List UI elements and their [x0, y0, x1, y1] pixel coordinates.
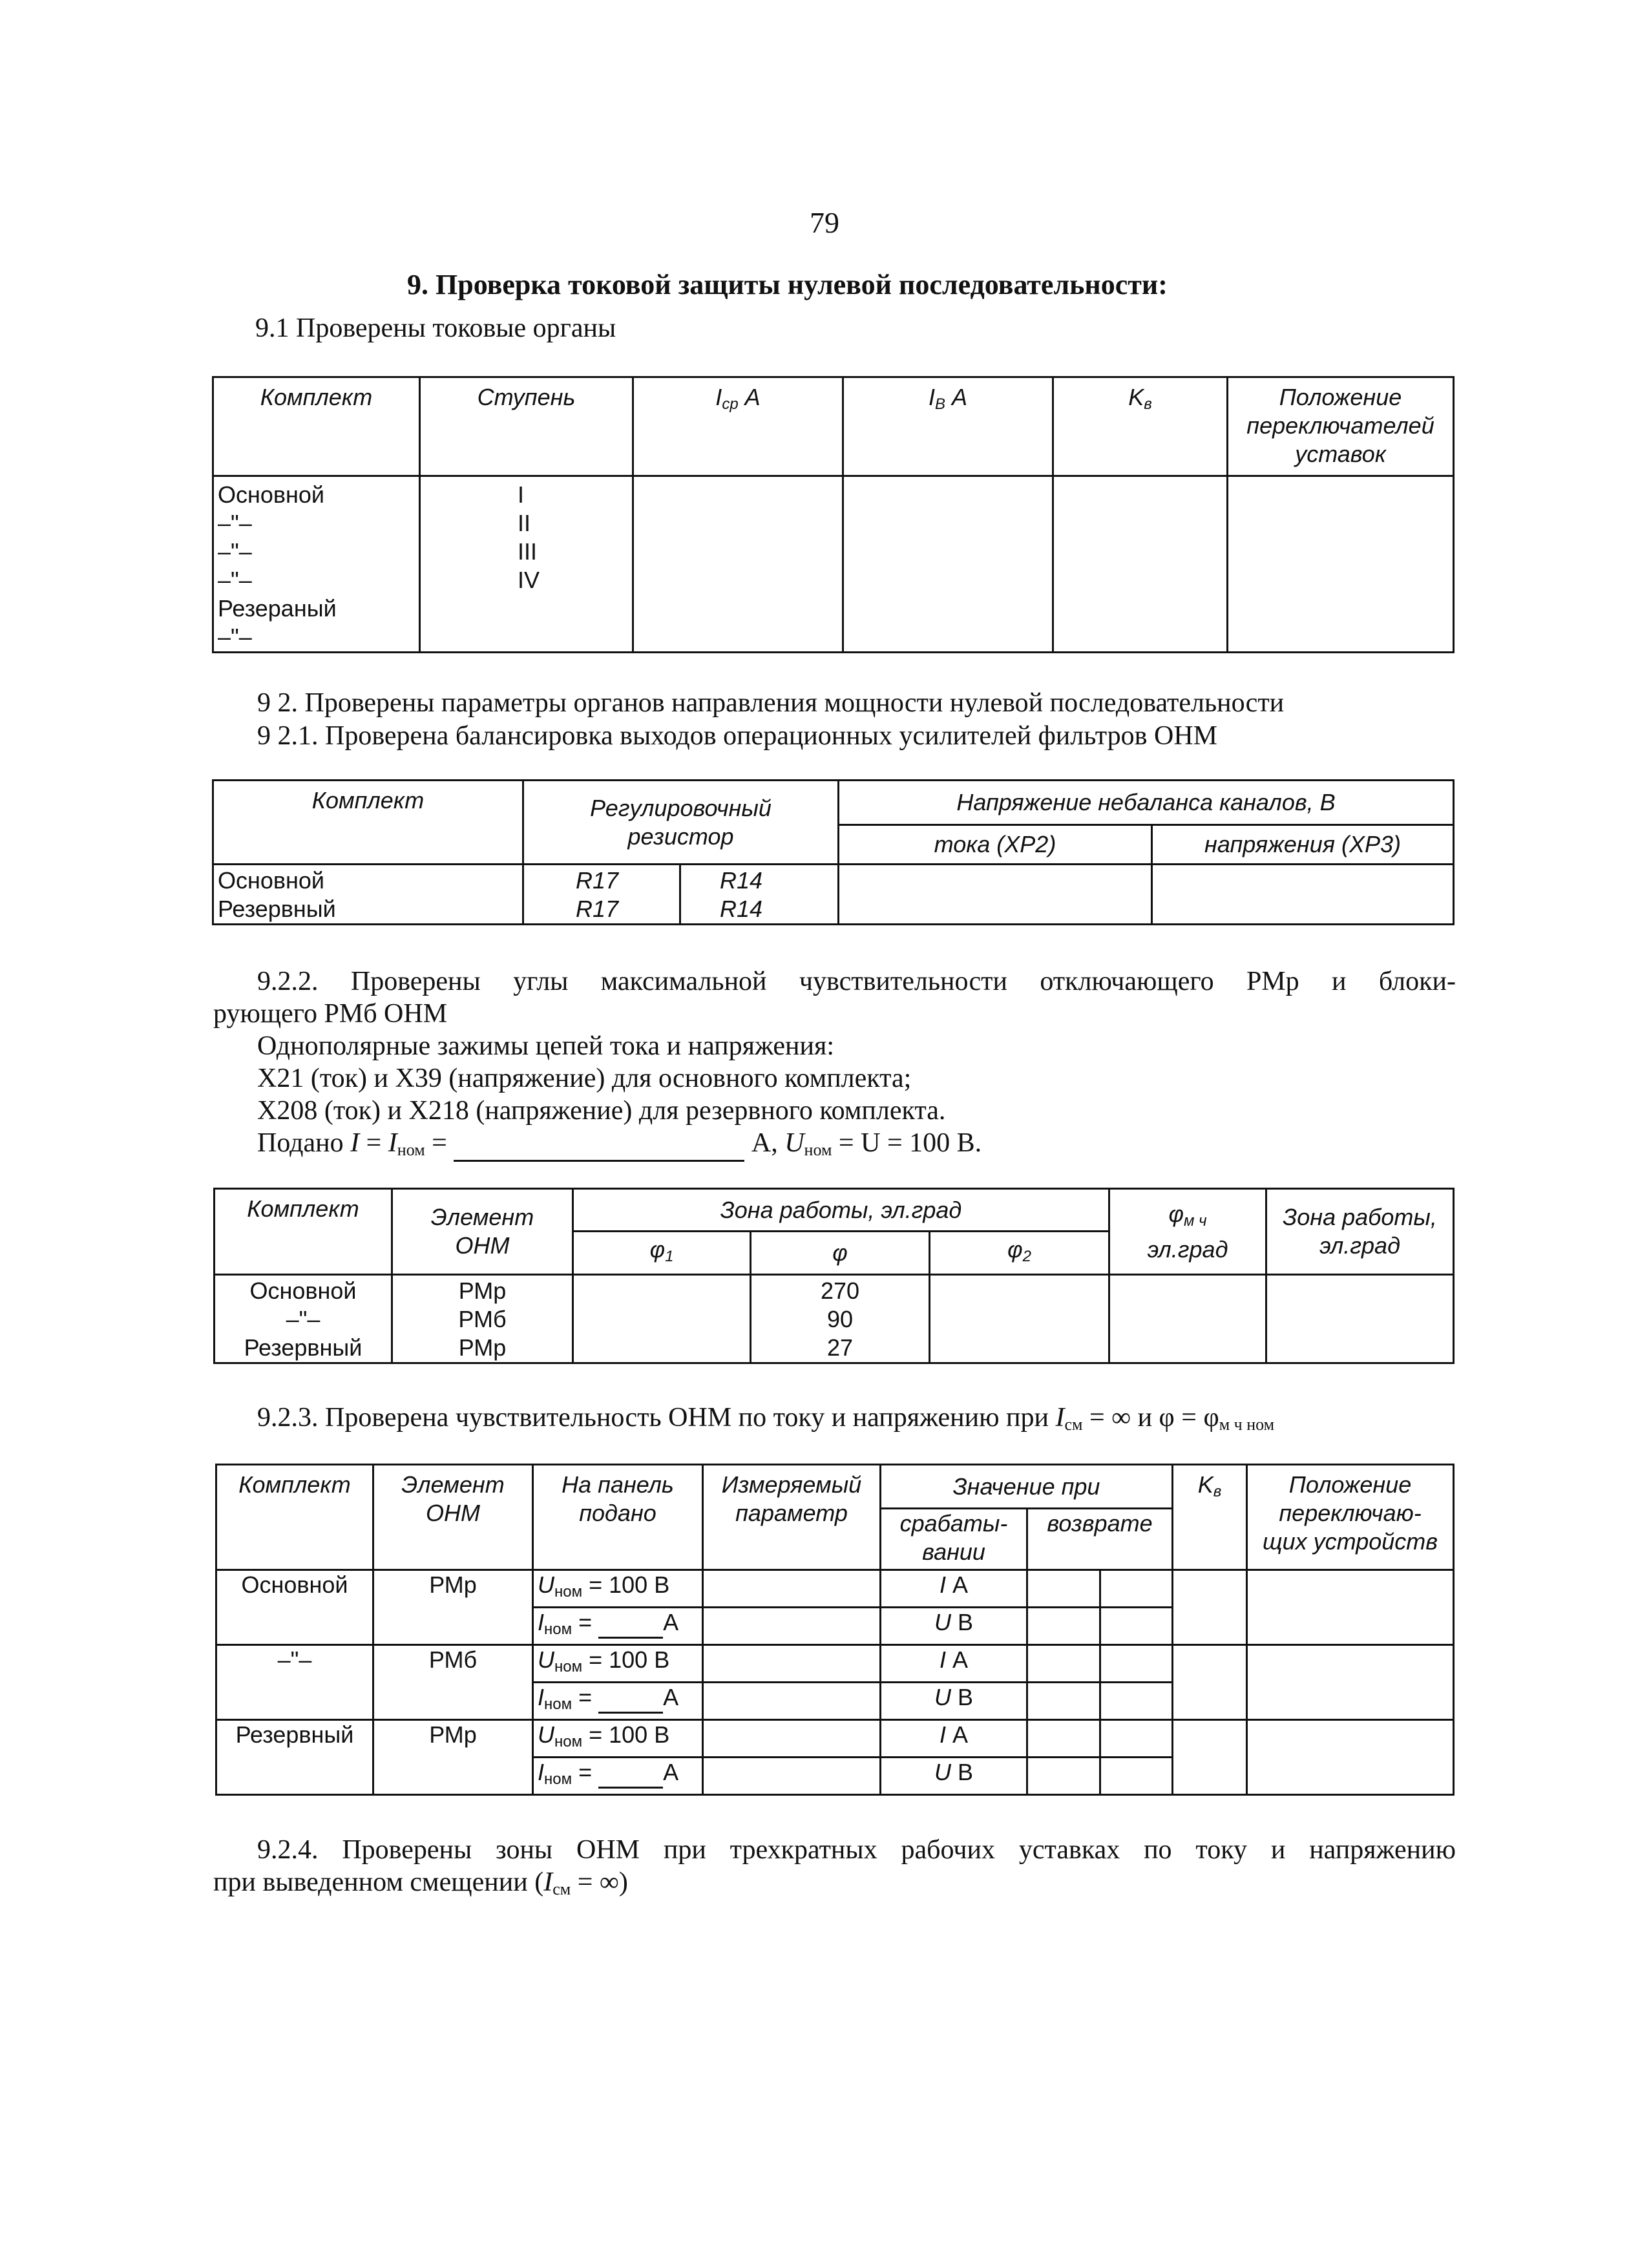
vozvrat-cell-b — [1100, 1683, 1173, 1720]
header-komplekt: Комплект — [215, 1189, 392, 1275]
header-rezistor: Регулировочный резистор — [523, 781, 839, 865]
header-znachenie-pri: Значение при — [881, 1465, 1173, 1509]
table-row — [216, 1570, 1454, 1608]
header-stupen: Ступень — [420, 377, 633, 476]
page-number: 79 — [810, 206, 839, 239]
unom-cell: $U_{ном} = 100$ В — [533, 1645, 703, 1683]
paragraph-9-2-2-line4: Х21 (ток) и Х39 (напряжение) для основного комплекта; — [257, 1064, 912, 1093]
table-row — [213, 476, 1454, 653]
header-phi: φ — [751, 1232, 930, 1275]
header-element-onm: Элемент ОНМ — [392, 1189, 573, 1275]
element-cell: РМб — [373, 1645, 533, 1720]
kv-cell — [1173, 1570, 1247, 1645]
table-current-organs — [212, 376, 1455, 653]
header-kv: $K_в$ — [1053, 377, 1228, 476]
header-zona-raboty-2: Зона работы, эл.град — [1266, 1189, 1454, 1275]
inom-blank — [598, 1758, 663, 1789]
inom-cell: $I_{ном} = А$ — [533, 1683, 703, 1720]
table-header-row — [213, 781, 1454, 825]
parameter-cell — [703, 1608, 881, 1645]
paragraph-9-2-2-line1: 9.2.2. Проверены углы максимальной чувствительности отключающего РМр и блоки- — [257, 967, 1456, 996]
paragraph-9-2-2-line3: Однополярные зажимы цепей тока и напряжения: — [257, 1031, 834, 1061]
paragraph-9-2-1: 9 2.1. Проверена балансировка выходов операционных усилителей фильтров ОНМ — [257, 721, 1217, 751]
ia-cell: I А — [881, 1645, 1027, 1683]
header-phi-mch: $\varphi_{м ч}$ эл.град — [1109, 1189, 1266, 1275]
header-icp: $I_{ср}$ А — [633, 377, 843, 476]
resistor-r14-list: R14 R14 — [680, 865, 839, 925]
inom-blank — [598, 1683, 663, 1714]
zona-cell — [1266, 1275, 1454, 1363]
parameter-cell — [703, 1720, 881, 1758]
header-zona-raboty: Зона работы, эл.град — [573, 1189, 1109, 1232]
header-phi1: $\varphi_1$ — [573, 1232, 751, 1275]
table-header-row — [215, 1189, 1454, 1232]
vozvrat-cell-b — [1100, 1720, 1173, 1758]
table-onm-sensitivity — [215, 1464, 1455, 1796]
phi-mch-cell — [1109, 1275, 1266, 1363]
paragraph-9-2-4-line1: 9.2.4. Проверены зоны ОНМ при трехкратных рабочих уставках по току и напряжению — [257, 1835, 1456, 1865]
vozvrat-cell-a — [1027, 1683, 1100, 1720]
table-row — [215, 1275, 1454, 1363]
element-list: РМр РМб РМр — [392, 1275, 573, 1363]
vozvrat-cell-b — [1100, 1608, 1173, 1645]
paragraph-podano: Подано I = Iном = А, Uном = U = 100 В. — [257, 1126, 982, 1167]
paragraph-9-2-3: 9.2.3. Проверена чувствительность ОНМ по току и напряжению при Iсм = ∞ и φ = φм ч ном — [257, 1403, 1275, 1434]
ub-cell: U В — [881, 1758, 1027, 1795]
polozhenie-cell — [1228, 476, 1454, 653]
komplekt-cell: Основной — [216, 1570, 373, 1645]
element-cell: РМр — [373, 1720, 533, 1795]
unom-cell: $U_{ном} = 100$ В — [533, 1570, 703, 1608]
vozvrat-cell-a — [1027, 1570, 1100, 1608]
komplekt-cell: –"– — [216, 1645, 373, 1720]
parameter-cell — [703, 1758, 881, 1795]
header-na-panel: На панель подано — [533, 1465, 703, 1570]
current-input-blank — [454, 1126, 744, 1162]
parameter-cell — [703, 1683, 881, 1720]
inom-cell: $I_{ном} = А$ — [533, 1608, 703, 1645]
vozvrat-cell-b — [1100, 1758, 1173, 1795]
element-cell: РМр — [373, 1570, 533, 1645]
header-toka: тока (ХР2) — [839, 825, 1152, 865]
polozhenie-cell — [1247, 1645, 1454, 1720]
icp-cell — [633, 476, 843, 653]
komplekt-list: Основной –"– –"– –"– Резераный –"– — [213, 476, 420, 653]
phi1-cell — [573, 1275, 751, 1363]
parameter-cell — [703, 1570, 881, 1608]
resistor-r17-list: R17 R17 — [523, 865, 680, 925]
komplekt-cell: Резервный — [216, 1720, 373, 1795]
table-row — [216, 1720, 1454, 1758]
header-komplekt: Комплект — [213, 377, 420, 476]
header-ib: $I_В$ А — [843, 377, 1053, 476]
phi2-cell — [930, 1275, 1109, 1363]
kv-cell — [1173, 1645, 1247, 1720]
paragraph-9-2-2-line5: Х208 (ток) и Х218 (напряжение) для резервного комплекта. — [257, 1096, 946, 1126]
paragraph-9-1: 9.1 Проверены токовые органы — [255, 313, 616, 343]
ib-cell — [843, 476, 1053, 653]
table-header-row — [213, 377, 1454, 476]
header-komplekt: Комплект — [216, 1465, 373, 1570]
vozvrat-cell-a — [1027, 1720, 1100, 1758]
header-komplekt: Комплект — [213, 781, 523, 865]
komplekt-list: Основной –"– Резервный — [215, 1275, 392, 1363]
inom-blank — [598, 1608, 663, 1639]
ia-cell: I А — [881, 1570, 1027, 1608]
napryazheniya-cell — [1152, 865, 1454, 925]
vozvrat-cell-a — [1027, 1645, 1100, 1683]
ub-cell: U В — [881, 1608, 1027, 1645]
header-izmeryaemyj: Измеряемый параметр — [703, 1465, 881, 1570]
paragraph-9-2: 9 2. Проверены параметры органов направления мощности нулевой последовательности — [257, 688, 1285, 718]
header-polozhenie: Положение переключателей уставок — [1228, 377, 1454, 476]
kv-cell — [1173, 1720, 1247, 1795]
header-phi2: $\varphi_2$ — [930, 1232, 1109, 1275]
vozvrat-cell-b — [1100, 1570, 1173, 1608]
paragraph-9-2-4-line2: при выведенном смещении (Iсм = ∞) — [213, 1867, 628, 1898]
inom-cell: $I_{ном} = А$ — [533, 1758, 703, 1795]
polozhenie-cell — [1247, 1570, 1454, 1645]
section-heading: 9. Проверка токовой защиты нулевой последовательности: — [407, 269, 1168, 300]
header-kv: $K_в$ — [1173, 1465, 1247, 1570]
polozhenie-cell — [1247, 1720, 1454, 1795]
table-max-sensitivity-angles — [213, 1188, 1455, 1364]
vozvrat-cell-a — [1027, 1608, 1100, 1645]
header-polozhenie: Положение переключаю- щих устройств — [1247, 1465, 1454, 1570]
header-napryazheniya: напряжения (ХР3) — [1152, 825, 1454, 865]
unom-cell: $U_{ном} = 100$ В — [533, 1720, 703, 1758]
table-row — [213, 865, 1454, 925]
header-element-onm: Элемент ОНМ — [373, 1465, 533, 1570]
phi-values-list: 270 90 27 — [751, 1275, 930, 1363]
table-balancing — [212, 779, 1455, 925]
parameter-cell — [703, 1645, 881, 1683]
toka-cell — [839, 865, 1152, 925]
paragraph-9-2-2-line2: рующего РМб ОНМ — [213, 999, 448, 1029]
vozvrat-cell-b — [1100, 1645, 1173, 1683]
header-vozvrate: возврате — [1027, 1509, 1173, 1570]
vozvrat-cell-a — [1027, 1758, 1100, 1795]
stupen-list: I II III IV — [420, 476, 633, 653]
komplekt-list: Основной Резервный — [213, 865, 523, 925]
ia-cell: I А — [881, 1720, 1027, 1758]
table-header-row — [216, 1465, 1454, 1509]
header-napryazhenie-nebalansa: Напряжение небаланса каналов, В — [839, 781, 1454, 825]
table-row — [216, 1645, 1454, 1683]
kv-cell — [1053, 476, 1228, 653]
ub-cell: U В — [881, 1683, 1027, 1720]
header-srabatyvanii: срабаты- вании — [881, 1509, 1027, 1570]
